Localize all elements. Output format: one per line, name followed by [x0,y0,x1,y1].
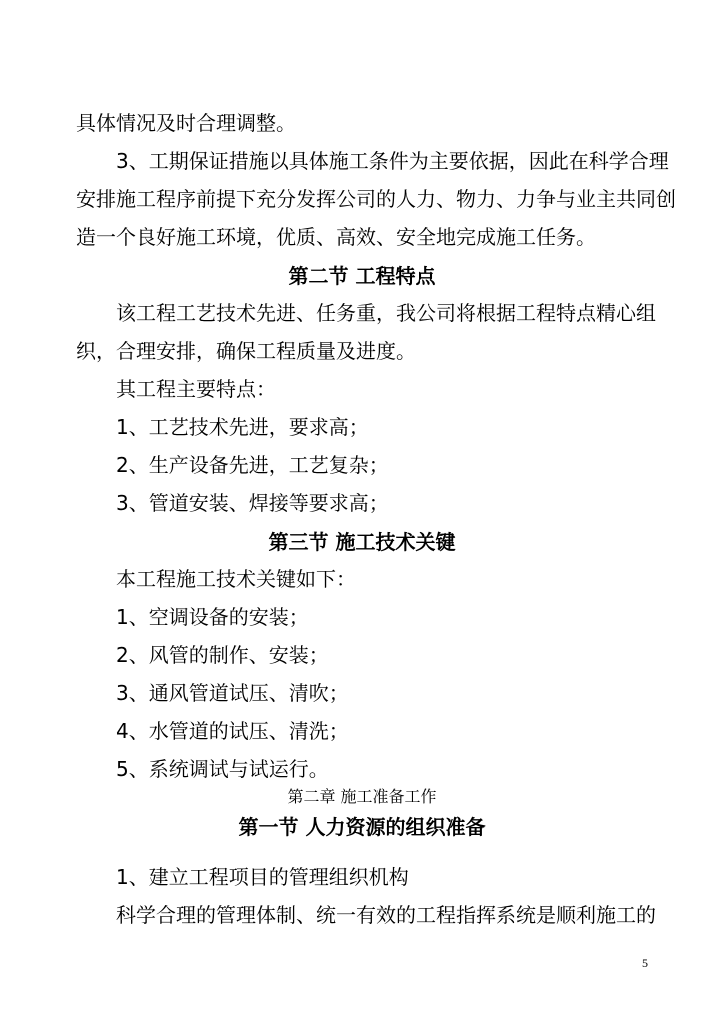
list-item: 1、工艺技术先进，要求高； [116,415,369,439]
list-item: 4、水管道的试压、清洗； [116,719,349,743]
paragraph-line: 织，合理安排，确保工程质量及进度。 [76,339,416,363]
paragraph-line: 该工程工艺技术先进、任务重，我公司将根据工程特点精心组 [116,301,656,325]
paragraph-line: 其工程主要特点： [116,377,276,401]
chapter-heading: 第二章 施工准备工作 [287,787,437,806]
section-heading: 第二节 工程特点 [288,264,436,288]
list-item: 2、风管的制作、安装； [116,643,329,667]
page-number: 5 [642,956,648,970]
paragraph-line: 具体情况及时合理调整。 [76,111,296,135]
paragraph-line: 科学合理的管理体制、统一有效的工程指挥系统是顺利施工的 [116,903,656,927]
paragraph-line: 造一个良好施工环境，优质、高效、安全地完成施工任务。 [76,225,596,249]
list-item: 3、通风管道试压、清吹； [116,681,349,705]
list-item: 2、生产设备先进，工艺复杂； [116,453,389,477]
paragraph-line: 本工程施工技术关键如下： [116,567,356,591]
paragraph-line: 安排施工程序前提下充分发挥公司的人力、物力、力争与业主共同创 [76,187,676,211]
list-item: 5、系统调试与试运行。 [116,757,329,781]
list-item: 1、空调设备的安装； [116,605,309,629]
list-item: 3、管道安装、焊接等要求高； [116,491,389,515]
section-heading: 第三节 施工技术关键 [268,530,456,554]
paragraph-line: 3、工期保证措施以具体施工条件为主要依据，因此在科学合理 [116,149,669,173]
list-item: 1、建立工程项目的管理组织机构 [116,865,409,889]
section-heading: 第一节 人力资源的组织准备 [238,815,486,839]
